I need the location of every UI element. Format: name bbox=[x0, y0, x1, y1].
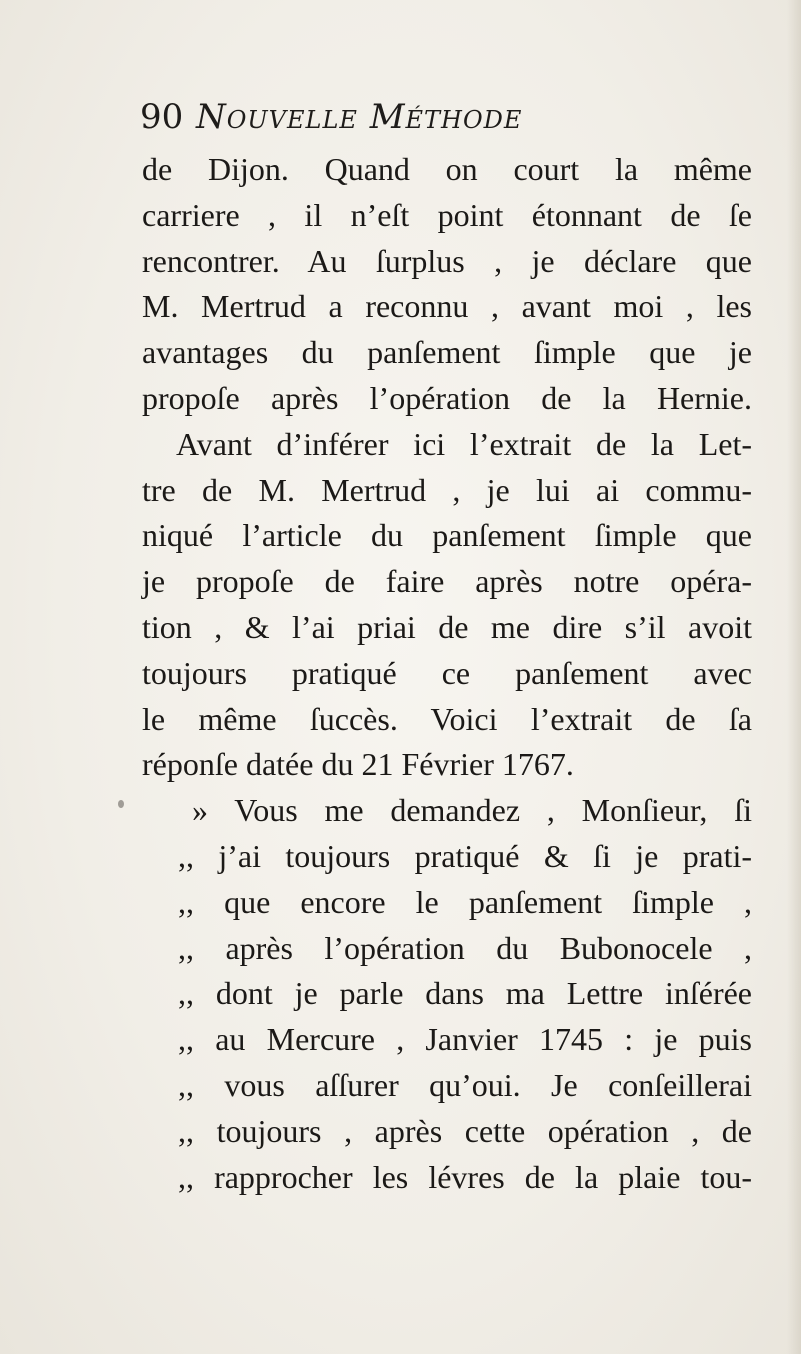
paper-speck bbox=[118, 800, 124, 808]
quote-line: ,, j’ai toujours pratiqué & ſi je prati- bbox=[178, 837, 752, 874]
text-line: de Dijon. Quand on court la même bbox=[142, 151, 752, 187]
quote-line: ,, toujours , après cette opération , de bbox=[178, 1112, 752, 1149]
text-line: avantages du panſement ſimple que je bbox=[142, 334, 752, 371]
text-line: Avant d’inférer ici l’extrait de la Let- bbox=[176, 425, 752, 462]
text-line: M. Mertrud a reconnu , avant moi , les bbox=[142, 288, 752, 325]
text-line: le même ſuccès. Voici l’extrait de ſa bbox=[142, 700, 752, 737]
text-line: réponſe datée du 21 Février 1767. bbox=[142, 746, 574, 783]
text-line: niqué l’article du panſement ſimple que bbox=[142, 517, 752, 554]
quote-line: ,, au Mercure , Janvier 1745 : je puis bbox=[178, 1021, 752, 1058]
quote-line: » Vous me demandez , Monſieur, ſi bbox=[192, 792, 752, 829]
page-edge-shadow bbox=[787, 0, 801, 1354]
page-number: 90 bbox=[140, 97, 184, 137]
text-line: toujours pratiqué ce panſement avec bbox=[142, 654, 752, 691]
running-head: Nouvelle Méthode bbox=[196, 97, 523, 137]
text-line: rencontrer. Au ſurplus , je déclare que bbox=[142, 242, 752, 279]
quote-line: ,, rapprocher les lévres de la plaie tou- bbox=[178, 1158, 752, 1195]
text-line: je propoſe de faire après notre opéra- bbox=[142, 563, 752, 600]
text-line: tion , & l’ai priai de me dire s’il avoit bbox=[142, 608, 752, 645]
body-text bbox=[142, 147, 752, 1200]
text-line: carriere , il n’eſt point étonnant de ſe bbox=[142, 196, 752, 233]
quote-line: ,, dont je parle dans ma Lettre inſérée bbox=[178, 975, 752, 1012]
page-header bbox=[140, 92, 700, 142]
text-line: propoſe après l’opération de la Hernie. bbox=[142, 379, 752, 416]
text-line: tre de M. Mertrud , je lui ai commu- bbox=[142, 471, 752, 508]
quote-line: ,, que encore le panſement ſimple , bbox=[178, 883, 752, 920]
quote-line: ,, après l’opération du Bubonocele , bbox=[178, 929, 752, 966]
quote-line: ,, vous aſſurer qu’oui. Je conſeillerai bbox=[178, 1066, 752, 1103]
